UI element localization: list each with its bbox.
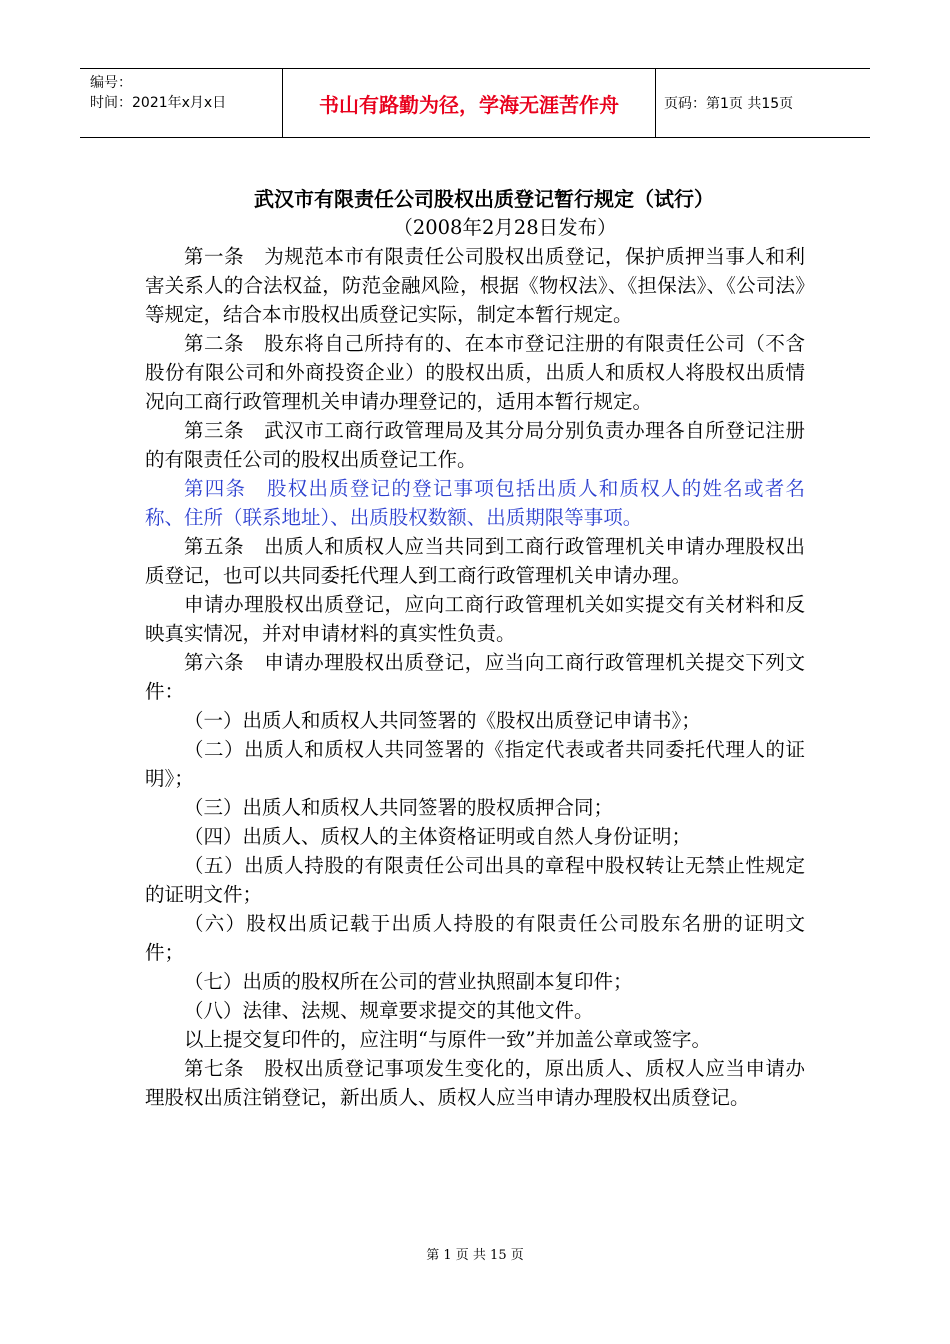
document-date-label: 时间：2021年x月x日 <box>90 95 227 111</box>
paragraph-article-6: 第六条 申请办理股权出质登记，应当向工商行政管理机关提交下列文件： <box>145 651 805 703</box>
paragraph-article-4: 第四条 股权出质登记的登记事项包括出质人和质权人的姓名或者名称、住所（联系地址）、出质股权数额、出质期限等事项。 <box>145 477 805 529</box>
list-item-6: （六）股权出质记载于出质人持股的有限责任公司股东名册的证明文件； <box>145 912 805 964</box>
list-item-7: （七）出质的股权所在公司的营业执照副本复印件； <box>184 970 633 993</box>
list-item-2: （二）出质人和质权人共同签署的《指定代表或者共同委托代理人的证明》； <box>145 738 805 790</box>
paragraph-article-5-note: 申请办理股权出质登记，应向工商行政管理机关如实提交有关材料和反映真实情况，并对申请材料的真实性负责。 <box>145 593 805 645</box>
list-item-1: （一）出质人和质权人共同签署的《股权出质登记申请书》； <box>184 709 701 732</box>
paragraph-article-1: 第一条 为规范本市有限责任公司股权出质登记，保护质押当事人和利害关系人的合法权益，防范金融风险，根据《物权法》、《担保法》、《公司法》等规定，结合本市股权出质登记实际，制定本暂行规定。 <box>145 245 805 326</box>
list-item-8: （八）法律、法规、规章要求提交的其他文件。 <box>184 999 594 1022</box>
paragraph-article-5: 第五条 出质人和质权人应当共同到工商行政管理机关申请办理股权出质登记，也可以共同委托代理人到工商行政管理机关申请办理。 <box>145 535 805 587</box>
page-footer: 第 1 页 共 15 页 <box>426 1248 524 1263</box>
document-number-label: 编号： <box>90 75 132 91</box>
paragraph-article-7: 第七条 股权出质登记事项发生变化的，原出质人、质权人应当申请办理股权出质注销登记，新出质人、质权人应当申请办理股权出质登记。 <box>145 1057 805 1109</box>
list-item-4: （四）出质人、质权人的主体资格证明或自然人身份证明； <box>184 825 692 848</box>
list-item-3: （三）出质人和质权人共同签署的股权质押合同； <box>184 796 614 819</box>
header-page-number: 页码：第1页 共15页 <box>664 96 794 112</box>
document-title: 武汉市有限责任公司股权出质登记暂行规定（试行） <box>254 187 714 211</box>
paragraph-article-2: 第二条 股东将自己所持有的、在本市登记注册的有限责任公司（不含股份有限公司和外商投资企业）的股权出质，出质人和质权人将股权出质情况向工商行政管理机关申请办理登记的，适用本暂行规定。 <box>145 332 805 413</box>
document-body <box>145 184 805 1112</box>
document-subtitle: （2008年2月28日发布） <box>393 216 617 239</box>
header-meta <box>80 69 282 137</box>
paragraph-article-3: 第三条 武汉市工商行政管理局及其分局分别负责办理各自所登记注册的有限责任公司的股权出质登记工作。 <box>145 419 805 471</box>
paragraph-copy-note: 以上提交复印件的，应注明“与原件一致”并加盖公章或签字。 <box>184 1028 711 1051</box>
page-header <box>80 68 870 138</box>
header-motto: 书山有路勤为径，学海无涯苦作舟 <box>282 69 656 137</box>
list-item-5: （五）出质人持股的有限责任公司出具的章程中股权转让无禁止性规定的证明文件； <box>145 854 805 906</box>
